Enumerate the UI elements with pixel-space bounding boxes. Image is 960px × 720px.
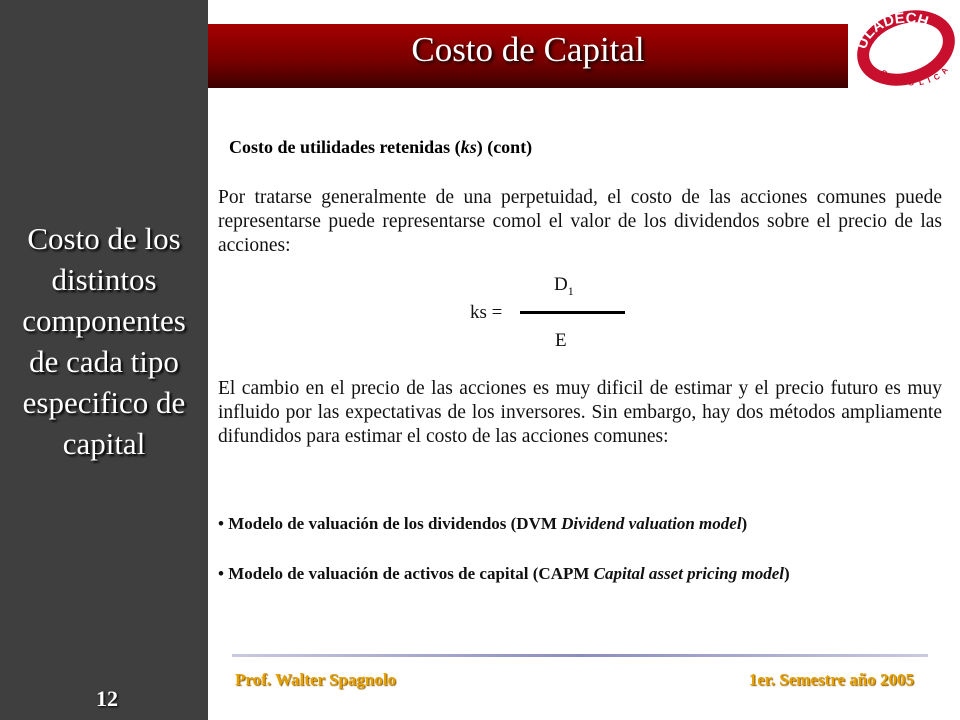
logo-text-top: ULADECH <box>853 9 931 52</box>
fraction-bar <box>520 311 625 314</box>
numerator-base: D <box>554 274 568 295</box>
formula <box>440 274 660 354</box>
paragraph-intro: Por tratarse generalmente de una perpetuidad, el costo de las acciones comunes puede representarse puede representarse comol el valor de los dividendos sobre el precio de las acciones: <box>218 187 942 256</box>
section-subtitle <box>229 137 532 158</box>
page-title: Costo de Capital <box>411 30 645 69</box>
subtitle-prefix: Costo de utilidades retenidas ( <box>229 137 461 157</box>
numerator-subscript: 1 <box>567 283 574 298</box>
bullet-text: Modelo de valuación de activos de capital (CAPM <box>228 564 594 583</box>
bullet-item <box>218 564 790 584</box>
subtitle-suffix: ) (cont) <box>476 137 533 157</box>
sidebar-title-line: componentes <box>22 303 186 338</box>
paragraph-methods: El cambio en el precio de las acciones es muy dificil de estimar y el precio futuro es muy influido por las expectativas de los inversores. Sin embargo, hay dos métodos ampliamente difundidos para estimar el costo de las acciones comunes: <box>218 378 942 447</box>
bullet-italic: Capital asset pricing model <box>593 564 784 583</box>
bullet-end: ) <box>741 514 748 533</box>
uladech-logo-icon <box>852 4 956 90</box>
sidebar-title-line: capital <box>62 426 146 461</box>
footer-semester: 1er. Semestre año 2005 <box>748 670 914 689</box>
formula-denominator: E <box>555 330 567 351</box>
bullet-italic: Dividend valuation model <box>561 514 742 533</box>
footer-divider <box>232 654 928 657</box>
sidebar-title-line: distintos <box>51 262 157 297</box>
bullet-end: ) <box>783 564 790 583</box>
footer-author: Prof. Walter Spagnolo <box>235 670 397 689</box>
bullet-marker: • <box>218 564 224 583</box>
sidebar-title-line: de cada tipo <box>29 344 179 379</box>
formula-numerator <box>554 274 574 299</box>
sidebar-title-line: Costo de los <box>27 221 181 256</box>
bullet-marker: • <box>218 514 224 533</box>
bullet-item <box>218 514 747 534</box>
sidebar-title <box>0 218 208 464</box>
logo-text-bottom: CATOLICA <box>878 61 953 88</box>
sidebar-title-line: especifico de <box>22 385 186 420</box>
formula-lhs: ks = <box>470 302 503 323</box>
bullet-text: Modelo de valuación de los dividendos (DVM <box>228 514 562 533</box>
subtitle-variable: ks <box>460 137 477 157</box>
page-number: 12 <box>96 686 118 711</box>
